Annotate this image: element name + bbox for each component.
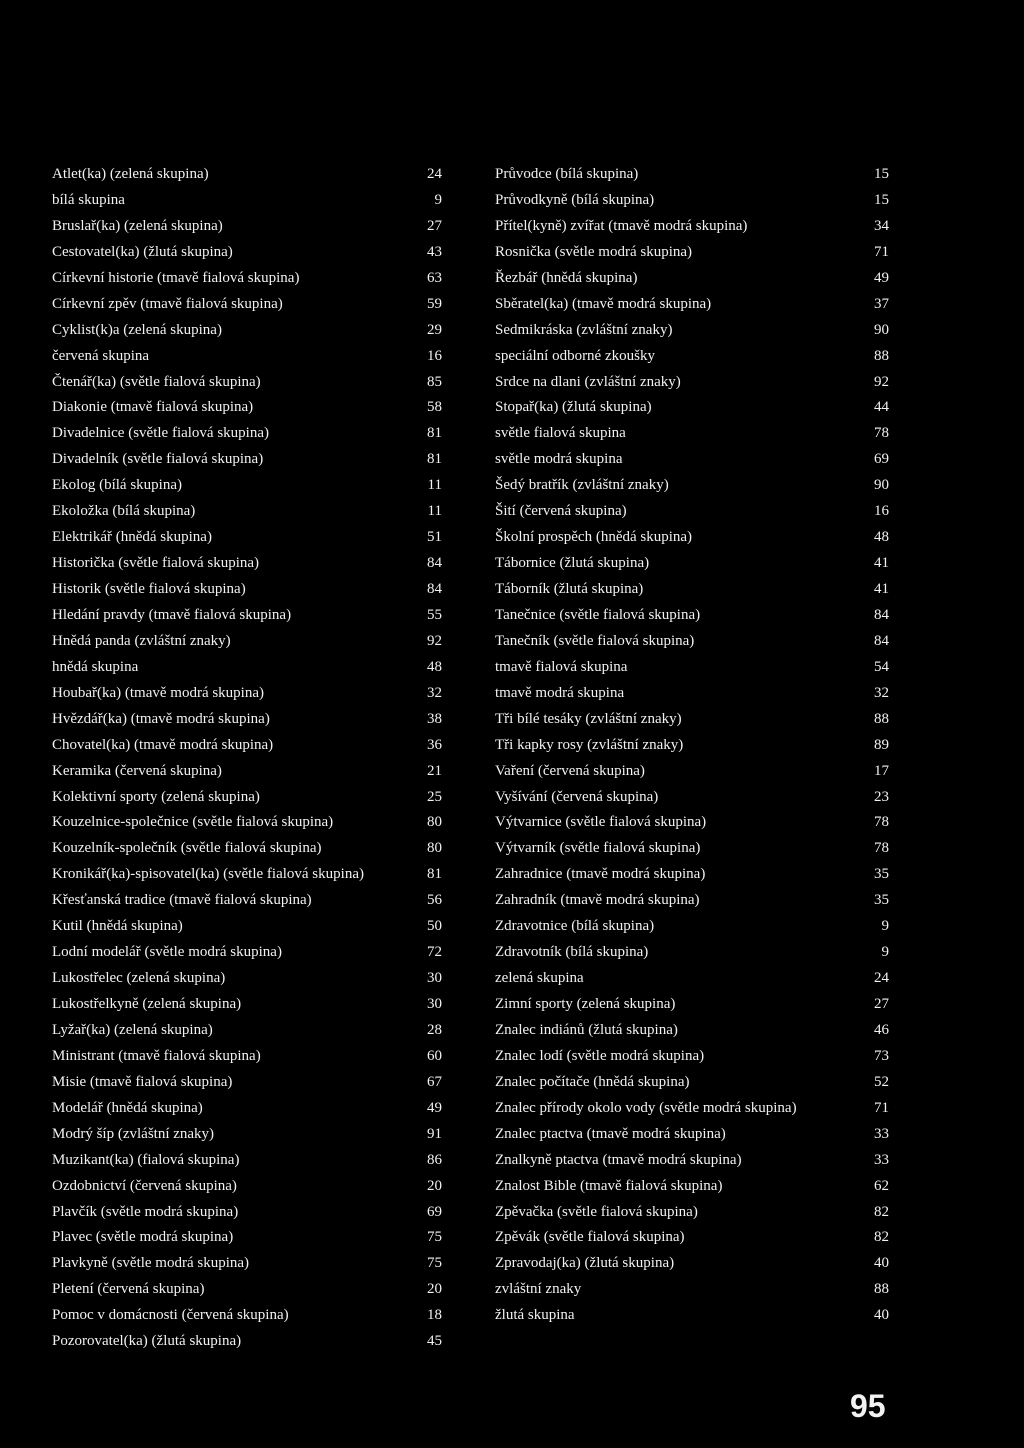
entry-page-number: 51 xyxy=(427,529,442,546)
index-entry xyxy=(52,603,442,629)
index-entry xyxy=(495,629,889,655)
entry-label: Znalkyně ptactva (tmavě modrá skupina) xyxy=(495,1151,742,1168)
index-entry xyxy=(52,162,442,188)
index-entry xyxy=(495,577,889,603)
entry-label: Kronikář(ka)-spisovatel(ka) (světle fialová skupina) xyxy=(52,866,364,883)
entry-page-number: 49 xyxy=(427,1099,442,1116)
entry-label: speciální odborné zkoušky xyxy=(495,347,655,364)
index-entry xyxy=(495,888,889,914)
entry-label: Znalec přírody okolo vody (světle modrá skupina) xyxy=(495,1099,797,1116)
index-entry xyxy=(495,1200,889,1226)
index-entry xyxy=(52,940,442,966)
entry-page-number: 24 xyxy=(874,970,889,987)
entry-page-number: 92 xyxy=(427,632,442,649)
entry-label: Pozorovatel(ka) (žlutá skupina) xyxy=(52,1333,242,1350)
entry-page-number: 89 xyxy=(874,736,889,753)
entry-page-number: 48 xyxy=(874,529,889,546)
entry-label: Přítel(kyně) zvířat (tmavě modrá skupina) xyxy=(495,217,748,234)
entry-label: Výtvarnice (světle fialová skupina) xyxy=(495,814,707,831)
index-entry xyxy=(495,447,889,473)
entry-label: tmavě modrá skupina xyxy=(495,684,625,701)
entry-label: Srdce na dlani (zvláštní znaky) xyxy=(495,373,681,390)
index-entry xyxy=(495,240,889,266)
entry-label: Divadelnice (světle fialová skupina) xyxy=(52,425,270,442)
entry-page-number: 54 xyxy=(874,658,889,675)
entry-label: Zahradnice (tmavě modrá skupina) xyxy=(495,866,706,883)
index-entry xyxy=(495,214,889,240)
entry-page-number: 9 xyxy=(881,944,889,961)
entry-page-number: 40 xyxy=(874,1307,889,1324)
entry-label: Ekoložka (bílá skupina) xyxy=(52,503,196,520)
entry-label: světle fialová skupina xyxy=(495,425,626,442)
index-entry xyxy=(495,1148,889,1174)
entry-page-number: 90 xyxy=(874,477,889,494)
index-entry xyxy=(495,1070,889,1096)
entry-page-number: 82 xyxy=(874,1229,889,1246)
index-entry xyxy=(495,733,889,759)
index-entry xyxy=(52,966,442,992)
entry-page-number: 36 xyxy=(427,736,442,753)
index-entry xyxy=(52,1122,442,1148)
entry-label: Cyklist(k)a (zelená skupina) xyxy=(52,321,222,338)
entry-page-number: 73 xyxy=(874,1047,889,1064)
index-entry xyxy=(495,1122,889,1148)
index-entry xyxy=(52,629,442,655)
entry-page-number: 72 xyxy=(427,944,442,961)
entry-page-number: 18 xyxy=(427,1307,442,1324)
index-entry xyxy=(52,914,442,940)
entry-label: červená skupina xyxy=(52,347,150,364)
index-entry xyxy=(52,318,442,344)
entry-label: Školní prospěch (hnědá skupina) xyxy=(495,529,693,546)
entry-page-number: 92 xyxy=(874,373,889,390)
index-entry xyxy=(52,499,442,525)
entry-label: Šití (červená skupina) xyxy=(495,503,627,520)
entry-page-number: 43 xyxy=(427,243,442,260)
entry-page-number: 32 xyxy=(427,684,442,701)
entry-page-number: 58 xyxy=(427,399,442,416)
entry-page-number: 40 xyxy=(874,1255,889,1272)
entry-page-number: 32 xyxy=(874,684,889,701)
index-entry xyxy=(52,447,442,473)
entry-label: Cestovatel(ka) (žlutá skupina) xyxy=(52,243,233,260)
entry-page-number: 71 xyxy=(874,243,889,260)
index-entry xyxy=(495,1225,889,1251)
entry-page-number: 24 xyxy=(427,166,442,182)
entry-page-number: 20 xyxy=(427,1177,442,1194)
index-entry xyxy=(495,525,889,551)
index-entry xyxy=(495,551,889,577)
entry-label: Tři bílé tesáky (zvláštní znaky) xyxy=(495,710,682,727)
index-entry xyxy=(495,1277,889,1303)
entry-page-number: 80 xyxy=(427,814,442,831)
entry-label: Znalost Bible (tmavě fialová skupina) xyxy=(495,1177,723,1194)
entry-label: Zpravodaj(ka) (žlutá skupina) xyxy=(495,1255,675,1272)
index-entry xyxy=(495,344,889,370)
index-entry xyxy=(52,733,442,759)
index-entry xyxy=(52,1329,442,1355)
index-entry xyxy=(52,1018,442,1044)
entry-label: Kouzelník-společník (světle fialová skupina) xyxy=(52,840,322,857)
index-entry xyxy=(52,810,442,836)
entry-label: Lukostřelkyně (zelená skupina) xyxy=(52,996,242,1012)
entry-label: Sběratel(ka) (tmavě modrá skupina) xyxy=(495,295,712,312)
entry-page-number: 9 xyxy=(434,191,442,208)
entry-label: Lodní modelář (světle modrá skupina) xyxy=(52,944,282,961)
index-entry xyxy=(495,370,889,396)
entry-label: Výtvarník (světle fialová skupina) xyxy=(495,840,701,857)
index-entry xyxy=(495,266,889,292)
entry-label: Rosnička (světle modrá skupina) xyxy=(495,243,693,260)
entry-label: Modrý šíp (zvláštní znaky) xyxy=(52,1125,215,1142)
entry-page-number: 30 xyxy=(427,996,442,1012)
index-entry xyxy=(495,862,889,888)
entry-label: Plavčík (světle modrá skupina) xyxy=(52,1203,239,1220)
entry-label: Církevní historie (tmavě fialová skupina) xyxy=(52,269,300,286)
entry-page-number: 78 xyxy=(874,814,889,831)
entry-page-number: 80 xyxy=(427,840,442,857)
index-entry xyxy=(495,188,889,214)
entry-page-number: 25 xyxy=(427,788,442,805)
entry-page-number: 28 xyxy=(427,1021,442,1038)
index-entry xyxy=(495,836,889,862)
entry-label: Divadelník (světle fialová skupina) xyxy=(52,451,264,468)
entry-page-number: 33 xyxy=(874,1151,889,1168)
entry-page-number: 38 xyxy=(427,710,442,727)
entry-page-number: 52 xyxy=(874,1073,889,1090)
index-entry xyxy=(495,914,889,940)
index-column-right xyxy=(495,162,889,1329)
index-entry xyxy=(495,759,889,785)
entry-label: Táborník (žlutá skupina) xyxy=(495,581,644,597)
entry-label: Zdravotnice (bílá skupina) xyxy=(495,918,655,935)
entry-page-number: 88 xyxy=(874,1281,889,1298)
entry-label: Hledání pravdy (tmavě fialová skupina) xyxy=(52,606,292,623)
entry-label: tmavě fialová skupina xyxy=(495,658,628,675)
entry-label: Znalec lodí (světle modrá skupina) xyxy=(495,1047,705,1064)
entry-page-number: 17 xyxy=(874,762,889,779)
entry-label: Kutil (hnědá skupina) xyxy=(52,918,183,935)
index-entry xyxy=(52,992,442,1018)
entry-label: Zimní sporty (zelená skupina) xyxy=(495,996,676,1012)
index-entry xyxy=(495,318,889,344)
entry-page-number: 78 xyxy=(874,425,889,442)
entry-label: zelená skupina xyxy=(495,970,584,987)
index-entry xyxy=(52,370,442,396)
index-entry xyxy=(52,292,442,318)
entry-page-number: 81 xyxy=(427,451,442,468)
entry-page-number: 56 xyxy=(427,892,442,909)
entry-page-number: 23 xyxy=(874,788,889,805)
entry-page-number: 75 xyxy=(427,1255,442,1272)
index-entry xyxy=(52,1070,442,1096)
entry-page-number: 84 xyxy=(427,581,442,597)
entry-label: Misie (tmavě fialová skupina) xyxy=(52,1073,233,1090)
entry-page-number: 9 xyxy=(881,918,889,935)
entry-label: Ekolog (bílá skupina) xyxy=(52,477,182,494)
entry-page-number: 41 xyxy=(874,555,889,572)
index-entry xyxy=(52,473,442,499)
entry-label: Hvězdář(ka) (tmavě modrá skupina) xyxy=(52,710,270,727)
entry-label: Průvodkyně (bílá skupina) xyxy=(495,191,655,208)
entry-page-number: 30 xyxy=(427,970,442,987)
index-entry xyxy=(52,1148,442,1174)
entry-label: Znalec indiánů (žlutá skupina) xyxy=(495,1021,678,1038)
entry-page-number: 84 xyxy=(874,632,889,649)
entry-label: Diakonie (tmavě fialová skupina) xyxy=(52,399,254,416)
index-entry xyxy=(52,1096,442,1122)
index-entry xyxy=(495,966,889,992)
index-entry xyxy=(495,421,889,447)
entry-page-number: 45 xyxy=(427,1333,442,1350)
entry-page-number: 88 xyxy=(874,347,889,364)
entry-label: Znalec ptactva (tmavě modrá skupina) xyxy=(495,1125,726,1142)
index-entry xyxy=(495,473,889,499)
index-entry xyxy=(52,707,442,733)
index-entry xyxy=(52,240,442,266)
entry-page-number: 20 xyxy=(427,1281,442,1298)
entry-page-number: 90 xyxy=(874,321,889,338)
index-entry xyxy=(52,188,442,214)
index-entry xyxy=(495,1096,889,1122)
entry-page-number: 60 xyxy=(427,1047,442,1064)
index-entry xyxy=(52,395,442,421)
entry-page-number: 81 xyxy=(427,866,442,883)
entry-page-number: 63 xyxy=(427,269,442,286)
entry-label: Vyšívání (červená skupina) xyxy=(495,788,659,805)
entry-label: zvláštní znaky xyxy=(495,1281,582,1298)
index-entry xyxy=(52,214,442,240)
entry-label: Plavkyně (světle modrá skupina) xyxy=(52,1255,250,1272)
index-entry xyxy=(495,603,889,629)
entry-label: Tanečnice (světle fialová skupina) xyxy=(495,606,701,623)
entry-page-number: 27 xyxy=(874,996,889,1012)
index-entry xyxy=(52,525,442,551)
index-entry xyxy=(495,1044,889,1070)
entry-page-number: 69 xyxy=(874,451,889,468)
index-entry xyxy=(495,395,889,421)
entry-page-number: 29 xyxy=(427,321,442,338)
index-entry xyxy=(52,655,442,681)
entry-label: Historik (světle fialová skupina) xyxy=(52,581,246,597)
index-entry xyxy=(495,681,889,707)
index-entry xyxy=(495,785,889,811)
entry-page-number: 15 xyxy=(874,191,889,208)
entry-label: Pomoc v domácnosti (červená skupina) xyxy=(52,1307,289,1324)
entry-page-number: 37 xyxy=(874,295,889,312)
entry-label: Sedmikráska (zvláštní znaky) xyxy=(495,321,673,338)
entry-page-number: 35 xyxy=(874,892,889,909)
entry-label: Zahradník (tmavě modrá skupina) xyxy=(495,892,700,909)
index-entry xyxy=(52,266,442,292)
index-entry xyxy=(495,1251,889,1277)
entry-label: Hnědá panda (zvláštní znaky) xyxy=(52,632,231,649)
entry-page-number: 11 xyxy=(427,477,442,494)
entry-label: Elektrikář (hnědá skupina) xyxy=(52,529,212,546)
index-entry xyxy=(495,992,889,1018)
entry-page-number: 86 xyxy=(427,1151,442,1168)
index-entry xyxy=(52,1225,442,1251)
entry-page-number: 88 xyxy=(874,710,889,727)
entry-label: Atlet(ka) (zelená skupina) xyxy=(52,166,209,182)
entry-label: Vaření (červená skupina) xyxy=(495,762,645,779)
entry-label: Houbař(ka) (tmavě modrá skupina) xyxy=(52,684,265,701)
index-entry xyxy=(495,940,889,966)
entry-label: Zpěvák (světle fialová skupina) xyxy=(495,1229,685,1246)
entry-label: Plavec (světle modrá skupina) xyxy=(52,1229,234,1246)
entry-page-number: 81 xyxy=(427,425,442,442)
entry-page-number: 82 xyxy=(874,1203,889,1220)
index-entry xyxy=(495,655,889,681)
index-entry xyxy=(52,862,442,888)
entry-page-number: 21 xyxy=(427,762,442,779)
entry-label: Křesťanská tradice (tmavě fialová skupina) xyxy=(52,892,312,909)
entry-label: Šedý bratřík (zvláštní znaky) xyxy=(495,477,669,494)
index-entry xyxy=(52,759,442,785)
entry-page-number: 59 xyxy=(427,295,442,312)
entry-page-number: 35 xyxy=(874,866,889,883)
entry-page-number: 33 xyxy=(874,1125,889,1142)
entry-label: Pletení (červená skupina) xyxy=(52,1281,205,1298)
entry-label: Tábornice (žlutá skupina) xyxy=(495,555,650,572)
entry-page-number: 69 xyxy=(427,1203,442,1220)
entry-page-number: 67 xyxy=(427,1073,442,1090)
index-entry xyxy=(52,1200,442,1226)
entry-label: Průvodce (bílá skupina) xyxy=(495,166,639,182)
entry-page-number: 27 xyxy=(427,217,442,234)
entry-label: Lyžař(ka) (zelená skupina) xyxy=(52,1021,213,1038)
entry-page-number: 44 xyxy=(874,399,889,416)
index-entry xyxy=(52,681,442,707)
index-entry xyxy=(495,292,889,318)
entry-page-number: 15 xyxy=(874,166,889,182)
index-entry xyxy=(52,551,442,577)
entry-label: Kolektivní sporty (zelená skupina) xyxy=(52,788,260,805)
entry-page-number: 55 xyxy=(427,606,442,623)
entry-page-number: 62 xyxy=(874,1177,889,1194)
entry-label: Keramika (červená skupina) xyxy=(52,762,222,779)
entry-label: Modelář (hnědá skupina) xyxy=(52,1099,203,1116)
index-entry xyxy=(495,810,889,836)
entry-label: Ozdobnictví (červená skupina) xyxy=(52,1177,237,1194)
entry-label: žlutá skupina xyxy=(495,1307,575,1324)
entry-page-number: 48 xyxy=(427,658,442,675)
entry-label: hnědá skupina xyxy=(52,658,139,675)
entry-label: Muzikant(ka) (fialová skupina) xyxy=(52,1151,240,1168)
index-column-left xyxy=(52,162,442,1355)
entry-label: Řezbář (hnědá skupina) xyxy=(495,269,638,286)
entry-page-number: 78 xyxy=(874,840,889,857)
index-entry xyxy=(52,1174,442,1200)
entry-page-number: 49 xyxy=(874,269,889,286)
entry-label: Církevní zpěv (tmavě fialová skupina) xyxy=(52,295,283,312)
entry-page-number: 50 xyxy=(427,918,442,935)
entry-label: Chovatel(ka) (tmavě modrá skupina) xyxy=(52,736,274,753)
entry-label: Ministrant (tmavě fialová skupina) xyxy=(52,1047,261,1064)
entry-label: Historička (světle fialová skupina) xyxy=(52,555,260,572)
index-entry xyxy=(52,836,442,862)
index-entry xyxy=(52,344,442,370)
entry-page-number: 34 xyxy=(874,217,889,234)
index-entry xyxy=(52,1044,442,1070)
entry-label: světle modrá skupina xyxy=(495,451,623,468)
entry-label: Tanečník (světle fialová skupina) xyxy=(495,632,695,649)
index-entry xyxy=(495,499,889,525)
index-entry xyxy=(52,888,442,914)
entry-page-number: 16 xyxy=(874,503,889,520)
entry-page-number: 41 xyxy=(874,581,889,597)
entry-label: Kouzelnice-společnice (světle fialová skupina) xyxy=(52,814,334,831)
index-entry xyxy=(52,1277,442,1303)
entry-page-number: 75 xyxy=(427,1229,442,1246)
entry-page-number: 85 xyxy=(427,373,442,390)
entry-label: Lukostřelec (zelená skupina) xyxy=(52,970,226,987)
index-entry xyxy=(52,785,442,811)
entry-label: Bruslař(ka) (zelená skupina) xyxy=(52,217,223,234)
index-entry xyxy=(495,1018,889,1044)
entry-page-number: 46 xyxy=(874,1021,889,1038)
entry-page-number: 84 xyxy=(874,606,889,623)
entry-page-number: 91 xyxy=(427,1125,442,1142)
entry-label: Znalec počítače (hnědá skupina) xyxy=(495,1073,690,1090)
entry-label: bílá skupina xyxy=(52,191,125,208)
entry-page-number: 84 xyxy=(427,555,442,572)
entry-page-number: 16 xyxy=(427,347,442,364)
entry-label: Zdravotník (bílá skupina) xyxy=(495,944,649,961)
entry-label: Tři kapky rosy (zvláštní znaky) xyxy=(495,736,684,753)
page-number: 95 xyxy=(850,1388,886,1424)
entry-label: Stopař(ka) (žlutá skupina) xyxy=(495,399,652,416)
entry-label: Čtenář(ka) (světle fialová skupina) xyxy=(52,373,261,390)
entry-page-number: 11 xyxy=(427,503,442,520)
index-entry xyxy=(52,1251,442,1277)
index-entry xyxy=(495,707,889,733)
index-entry xyxy=(495,1174,889,1200)
index-entry xyxy=(52,1303,442,1329)
entry-label: Zpěvačka (světle fialová skupina) xyxy=(495,1203,698,1220)
index-entry xyxy=(495,1303,889,1329)
index-entry xyxy=(52,577,442,603)
entry-page-number: 71 xyxy=(874,1099,889,1116)
index-entry xyxy=(495,162,889,188)
index-entry xyxy=(52,421,442,447)
